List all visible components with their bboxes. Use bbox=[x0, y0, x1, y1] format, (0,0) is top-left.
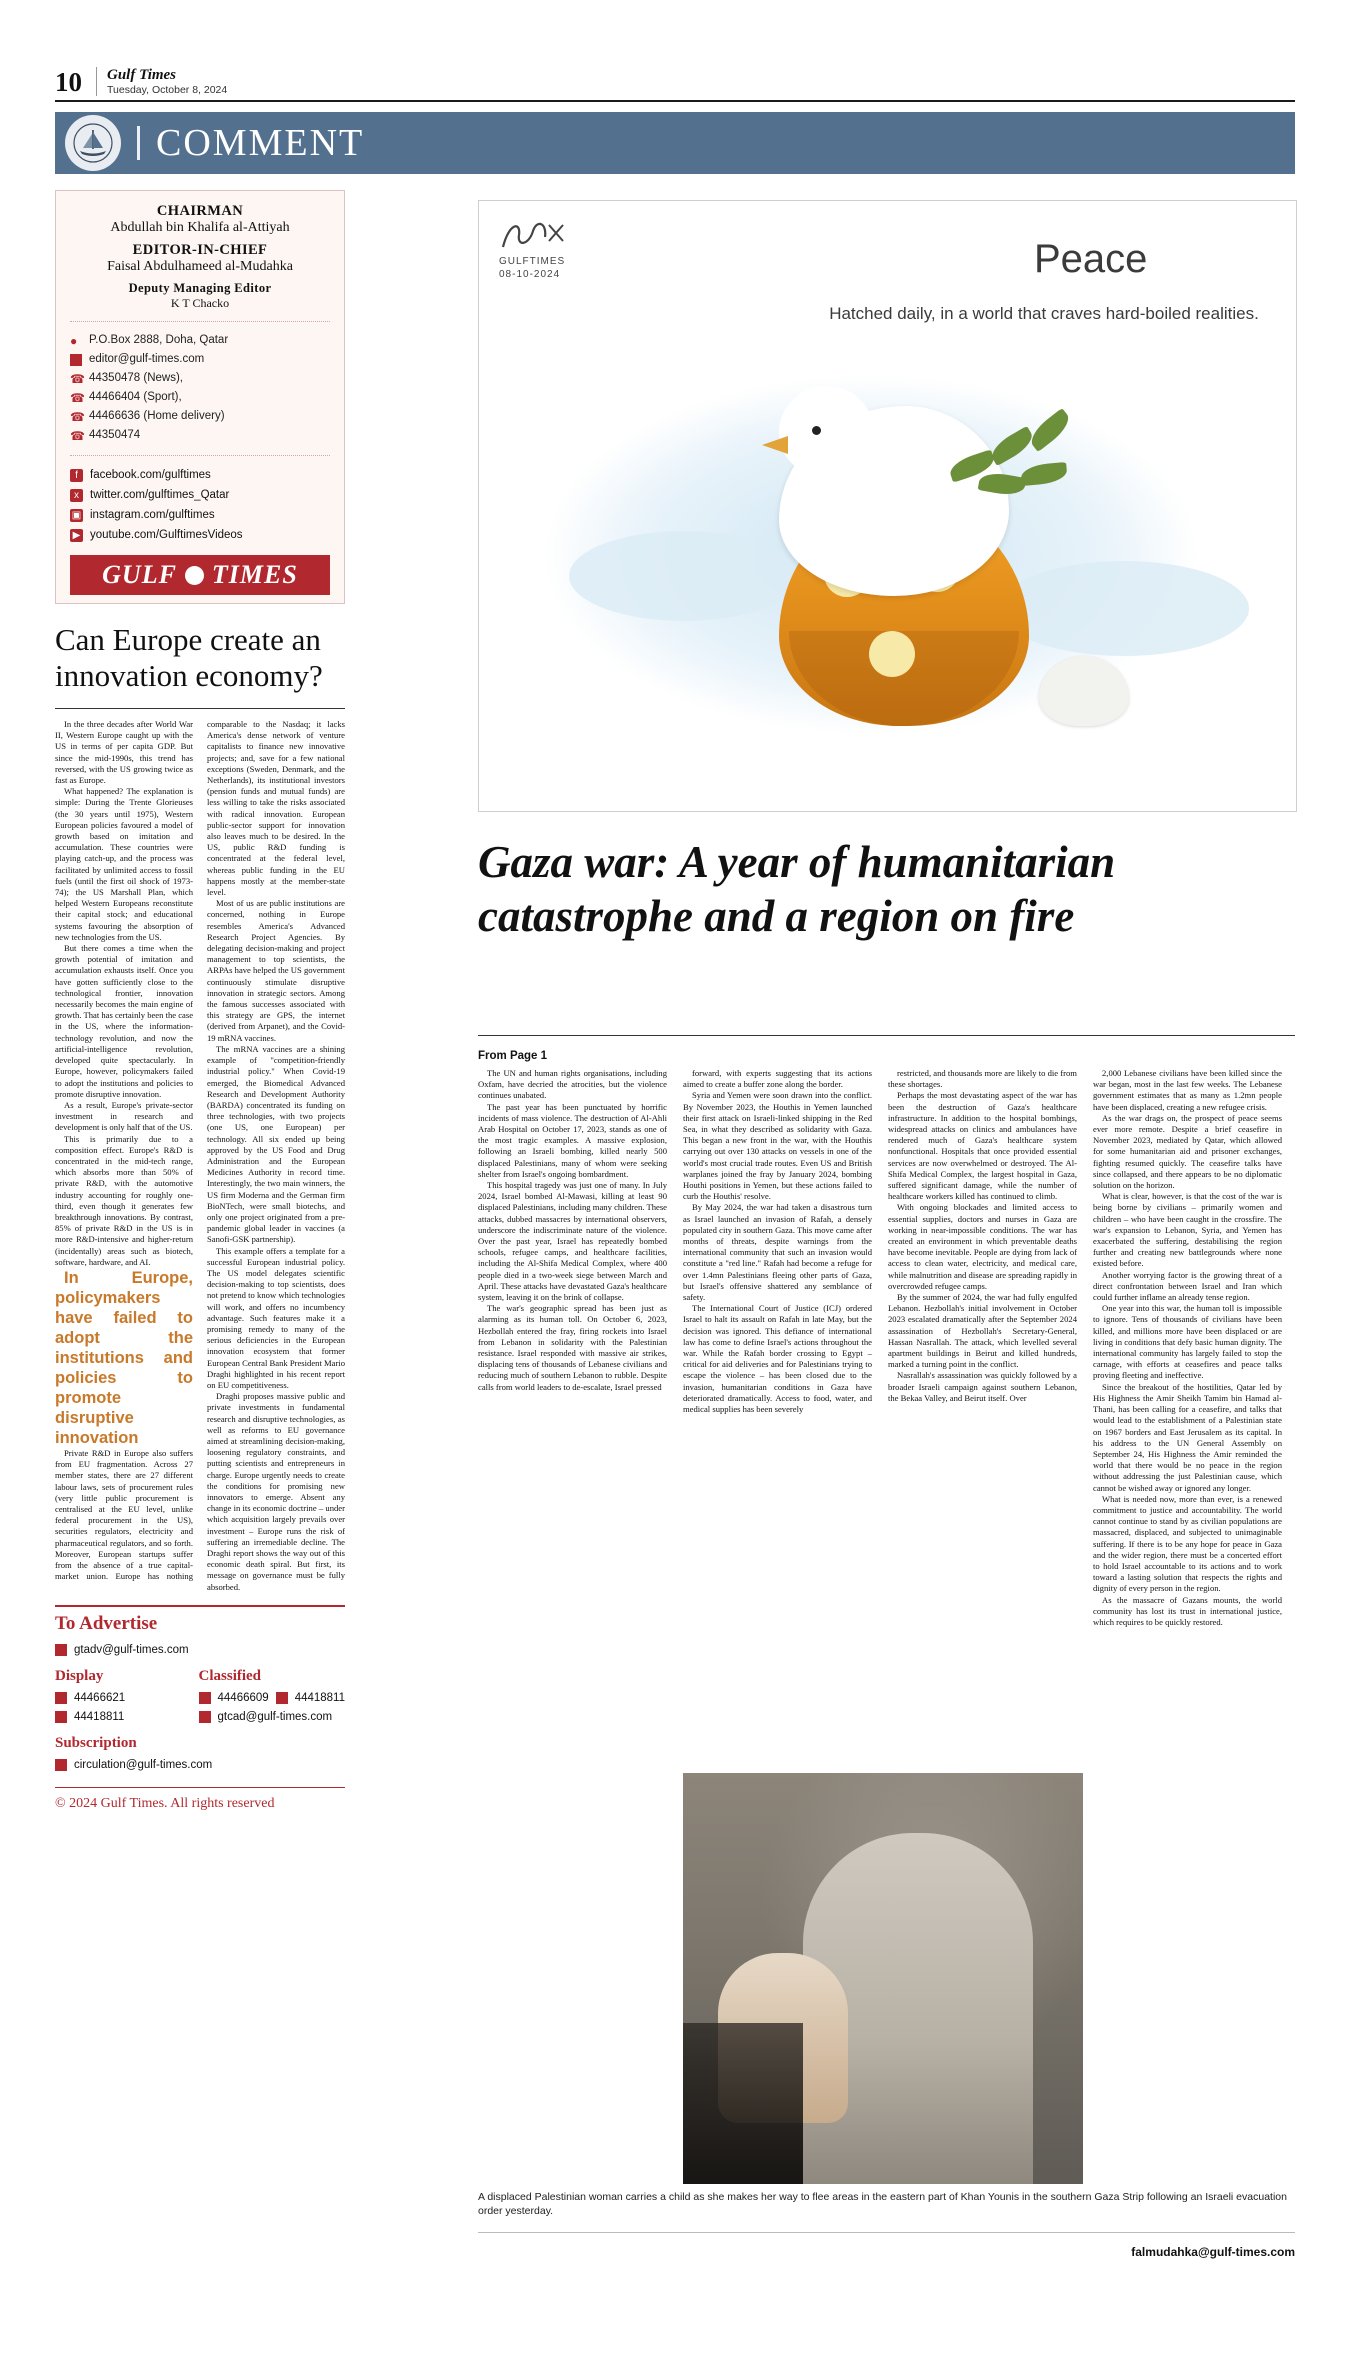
paragraph: This hospital tragedy was just one of many. In July 2024, Israel bombed Al-Mawasi, killing at least 90 displaced Palestinians, including many children. These attacks, dubbed massacres by international observers, underscore the indiscriminate nature of the violence. Over the past year, Israel has repeatedly bombed schools, refugee camps, and healthcare facilities, including the Al-Shifa Medical Complex, where 400 people died in a two-week siege between March and April. These attacks have devastated Gaza's healthcare system, leaving it on the brink of collapse. bbox=[478, 1180, 667, 1303]
social-item-instagram[interactable] bbox=[70, 505, 330, 525]
radiation-symbol-icon bbox=[869, 631, 915, 677]
contact-phone-other: 44350474 bbox=[89, 429, 141, 441]
paragraph: As the massacre of Gazans mounts, the world community has lost its trust in international justice, which requires to be quickly restored. bbox=[1093, 1594, 1282, 1627]
masthead-info-box bbox=[55, 190, 345, 604]
wordmark-times: TIMES bbox=[211, 560, 298, 589]
paragraph: The mRNA vaccines are a shining example of "competition-friendly industrial policy." When Covid-19 emerged, the Biomedical Advanced Research and Development Authority (BARDA) concentrated its funding on three technologies, with two projects (one US, one European) per technology. All six ended up being approved by the US Food and Drug Administration and the European Medicines Authority in record time. Interestingly, the two main winners, the US firm Moderna and the German firm BioNTech, were small biotechs, and only one project originated from a pre-pandemic global leader in vaccines (a Sanofi-GSK partnership). bbox=[207, 1043, 345, 1245]
display-phone-row bbox=[55, 1708, 185, 1727]
youtube-icon: ▶ bbox=[70, 529, 83, 542]
paragraph: This example offers a template for a successful European industrial policy. The US model delegates scientific decision-making to top scientists, does not pretend to know which technologies will work, and offers no incumbency advantage. Such features make it a promising remedy to many of the serious deficiencies in the European innovation ecosystem that former European Central Bank President Mario Draghi highlighted in his recent report on EU competitiveness. bbox=[207, 1245, 345, 1390]
paragraph: forward, with experts suggesting that its actions aimed to create a buffer zone along the border. bbox=[683, 1068, 872, 1090]
paragraph: Draghi proposes massive public and private investments in fundamental research and disruptive technologies, as well as reforms to EU governance aimed at streamlining decision-making, loosening regulatory constraints, and putting scientists and entrepreneurs in charge. Europe urgently needs to create the conditions for promising new innovators to emerge. Absent any change in its economic doctrine – under which acquisition largely prevails over investment – Europe runs the risk of suffering an irremediable decline. The Draghi report shows the way out of this economic death spiral. But first, its message on governance must be fully absorbed. bbox=[207, 1391, 345, 1592]
paragraph: By the summer of 2024, the war had fully engulfed Lebanon. Hezbollah's initial involvement in October 2023 escalated dramatically after the September 2024 assassination of Hezbollah's Secretary-General, Hassan Nasrallah. The attack, which levelled several apartment buildings in Beirut and killed hundreds, marked a turning point in the conflict. bbox=[888, 1292, 1077, 1370]
paragraph: restricted, and thousands more are likely to die from these shortages. bbox=[888, 1068, 1077, 1090]
chairman-name: Abdullah bin Khalifa al-Attiyah bbox=[110, 220, 290, 235]
social-divider bbox=[70, 455, 330, 457]
contact-item bbox=[70, 331, 330, 350]
photo-foreground-shadow bbox=[683, 2023, 803, 2184]
mail-icon bbox=[55, 1644, 67, 1656]
contact-phone-news: 44350478 (News), bbox=[89, 372, 183, 384]
paragraph: Nasrallah's assassination was quickly followed by a broader Israeli campaign against southern Lebanon, the Bekaa Valley, and Beirut itself. Over bbox=[888, 1370, 1077, 1403]
main-headline-rule bbox=[478, 1035, 1295, 1036]
issue-date: Tuesday, October 8, 2024 bbox=[107, 83, 228, 96]
chairman-block bbox=[70, 203, 330, 311]
dove-head bbox=[779, 386, 874, 478]
header-rule bbox=[55, 100, 1295, 102]
paragraph: Most of us are public institutions are concerned, nothing in Europe resembles America's Advanced Research Project Agencies. By delegating decision-making and project management to top scientists, the ARPAs have helped the US government continuously stimulate disruptive innovation in strategic sectors. Among the famous successes associated with this strategy are GPS, the internet (derived from Arpanet), and the Covid-19 mRNA vaccines. bbox=[207, 898, 345, 1043]
paragraph: The International Court of Justice (ICJ) ordered Israel to halt its assault on Rafah in late May, but the decision was ignored. This defiance of international law has come to define Israel's actions throughout the war. While the Rafah border crossing to Egypt – critical for aid deliveries and for Palestinians trying to escape the violence – has been closed due to the invasion, humanitarian conditions in Gaza have deteriorated dramatically. Access to food, water, and medical supplies has been severely bbox=[683, 1303, 872, 1415]
left-article-headline: Can Europe create an innovation economy? bbox=[55, 622, 323, 693]
editor-label: EDITOR-IN-CHIEF bbox=[132, 242, 268, 258]
subscription-email-row[interactable] bbox=[55, 1756, 345, 1775]
display-label: Display bbox=[55, 1667, 104, 1684]
advertise-title: To Advertise bbox=[55, 1612, 158, 1634]
main-headline: Gaza war: A year of humanitarian catastrophe and a region on fire bbox=[478, 837, 1116, 941]
gulf-times-wordmark bbox=[70, 555, 330, 595]
deputy-name: K T Chacko bbox=[170, 296, 230, 310]
left-column bbox=[55, 190, 345, 1812]
article-column-4 bbox=[1093, 1068, 1282, 1628]
contact-item bbox=[70, 426, 330, 445]
cartoon-caption: Hatched daily, in a world that craves hard-boiled realities. bbox=[829, 304, 1259, 323]
cloud-shape bbox=[569, 531, 799, 621]
display-phone-row bbox=[55, 1689, 185, 1708]
paragraph: Syria and Yemen were soon drawn into the conflict. By November 2023, the Houthis in Yemen launched their first attack on Israeli-linked shipping in the Red Sea, in what they described as solidarity with Gaza. This began a new front in the war, with the Houthis carrying out over 130 attacks on vessels in one of the world's most crucial trade routes. Even US and British warplanes joined the fray by January 2024, bombing Houthi positions in Yemen, but these actions failed to curb the Houthis' resolve. bbox=[683, 1090, 872, 1202]
twitter-x-icon: x bbox=[70, 489, 83, 502]
copyright-text: © 2024 Gulf Times. All rights reserved bbox=[55, 1787, 345, 1812]
phone-icon bbox=[55, 1711, 67, 1723]
social-label: instagram.com/gulftimes bbox=[90, 509, 215, 521]
paragraph: Another worrying factor is the growing threat of a direct confrontation between Israel and Iran which could further inflame an already tense region. bbox=[1093, 1269, 1282, 1303]
paragraph: Perhaps the most devastating aspect of the war has been the destruction of Gaza's healthcare infrastructure. In addition to the hospital bombings, widespread attacks on clinics and ambulances have rendered much of Gaza's healthcare system nonfunctional. Hospitals that once provided essential services are now overwhelmed or destroyed. The Al-Shifa Medical Complex, the largest hospital in Gaza, suffered significant damage, while the number of healthcare workers killed has continued to climb. bbox=[888, 1090, 1077, 1202]
contact-item bbox=[70, 369, 330, 388]
from-page-label: From Page 1 bbox=[478, 1050, 548, 1062]
contact-list bbox=[70, 331, 330, 445]
editorial-cartoon bbox=[478, 200, 1297, 812]
editor-name: Faisal Abdulhameed al-Mudahka bbox=[107, 259, 293, 274]
social-label: facebook.com/gulftimes bbox=[90, 469, 211, 481]
dove-eye bbox=[812, 426, 821, 435]
paragraph: As the war drags on, the prospect of peace seems ever more remote. Despite a brief ceasefire in November 2023, mediated by Qatar, which allowed for some humanitarian aid and prisoner exchanges, fighting resumed quickly. The ceasefire talks have since collapsed, and there appears to be no diplomatic solution on the horizon. bbox=[1093, 1112, 1282, 1191]
classified-email-row[interactable] bbox=[199, 1708, 345, 1727]
wordmark-gulf: GULF bbox=[102, 560, 177, 589]
section-title: COMMENT bbox=[156, 122, 365, 164]
advertise-email: gtadv@gulf-times.com bbox=[74, 1643, 189, 1656]
paragraph: By May 2024, the war had taken a disastrous turn as Israel launched an invasion of Rafah, a densely populated city in southern Gaza. This move came after months of threats, despite warnings from the international community that such an invasion would constitute a "red line." Rafah had become a refuge for over 1.4mn Palestinians fleeing other parts of Gaza, but Israel's offensive shattered any semblance of safety. bbox=[683, 1202, 872, 1303]
display-phone: 44466621 bbox=[74, 1691, 126, 1704]
classified-phone-row bbox=[199, 1689, 345, 1708]
classified-email: gtcad@gulf-times.com bbox=[217, 1710, 333, 1723]
left-article-body bbox=[55, 719, 345, 1593]
paragraph: Private R&D in Europe also suffers from EU fragmentation. Across 27 member states, there are 27 different labour laws, sets of procurement rules (very little public procurement is centralised at the EU level, unlike federal procurement in the US), securities regulators, electricity and pharmaceutical regulators, and so forth. Moreover, European startups suffer from the absence of a true capital-market union. Europe has nothing comparable to the Nasdaq; it lacks America's dense network of venture capitalists to finance new innovative projects; and, save for a few national exceptions (Sweden, Denmark, and the Netherlands), its institutional investors (pension funds and mutual funds) are less willing to take the risks associated with radical innovation. European public-sector support for innovation also leaves much to be desired. In the US, public R&D funding is concentrated at the federal level, whereas public funding in the EU happens mostly at the member-state level. bbox=[55, 719, 345, 1582]
phone-icon: ☎ bbox=[70, 409, 85, 424]
subscription-email: circulation@gulf-times.com bbox=[74, 1758, 213, 1771]
phone-icon bbox=[276, 1692, 288, 1704]
paragraph: With ongoing blockades and limited access to essential supplies, doctors and nurses in Gaza are working in near-impossible conditions. The war has created an environment in which preventable deaths have become inevitable. People are dying from lack of access to clean water, electricity, and medical care, while malnutrition and disease are spreading rapidly in overcrowded refugee camps. bbox=[888, 1202, 1077, 1291]
signature-date: 08-10-2024 bbox=[499, 269, 561, 280]
paragraph: The war's geographic spread has been just as alarming as its human toll. On October 6, 2023, Hezbollah entered the fray, firing rockets into Israel from Lebanon in solidarity with the Palestinian resistance. Israel responded with massive air strikes, displacing tens of thousands of Lebanese civilians and reducing much of southern Lebanon to rubble. Despite calls from world leaders to de-escalate, Israel pressed bbox=[478, 1303, 667, 1392]
cartoonist-signature bbox=[499, 217, 569, 281]
paragraph: In the three decades after World War II, Western Europe caught up with the US in terms of per capita GDP. But since the mid-1990s, this trend has reversed, with the US growing twice as fast as Europe. bbox=[55, 719, 193, 786]
caption-rule bbox=[478, 2232, 1295, 2233]
paragraph: What happened? The explanation is simple: During the Trente Glorieuses (the 30 years until 1975), Western European policies favoured a model of growth based on imitation and accumulation. These countries were playing catch-up, and the process was facilitated by unlimited access to fossil fuels (until the first oil shock of 1973-74); the US Marshall Plan, which helped Western Europeans reconstitute their capital stock; and educational systems favouring the absorption of new technologies from the US. bbox=[55, 786, 193, 942]
contact-item bbox=[70, 388, 330, 407]
phone-icon bbox=[55, 1692, 67, 1704]
contact-item[interactable] bbox=[70, 350, 330, 369]
article-columns bbox=[478, 1068, 1295, 1628]
info-divider bbox=[70, 321, 330, 323]
display-column bbox=[55, 1660, 185, 1727]
page-header bbox=[55, 62, 1295, 96]
article-column-3 bbox=[888, 1068, 1077, 1628]
author-email-byline: falmudahka@gulf-times.com bbox=[1131, 2245, 1295, 2259]
cartoon-title: Peace bbox=[1034, 237, 1148, 281]
advertise-email-row[interactable] bbox=[55, 1641, 345, 1660]
advertise-columns bbox=[55, 1660, 345, 1727]
classified-phone: 44466609 bbox=[217, 1691, 269, 1704]
social-label: twitter.com/gulftimes_Qatar bbox=[90, 489, 230, 501]
mail-icon bbox=[55, 1759, 67, 1771]
paragraph: What is needed now, more than ever, is a renewed commitment to justice and accountability. The world cannot continue to stand by as civilian populations are massacred, displaced, and subjected to unimaginable suffering. If there is to be any hope for peace in Gaza and the wider region, there must be a concerted effort to hold Israel accountable to its actions and to work toward a lasting solution that respects the rights and dignity of every person in the region. bbox=[1093, 1493, 1282, 1594]
article-column-2 bbox=[683, 1068, 872, 1628]
chairman-label: CHAIRMAN bbox=[156, 203, 244, 219]
facebook-icon: f bbox=[70, 469, 83, 482]
paragraph: This is primarily due to a composition effect. Europe's R&D is concentrated in the mid-tech range, which absorbs more than 50% of private R&D, with the automotive industry accounting for roughly one-third, even though it generates few breakthrough innovations. By contrast, 85% of private R&D in the US is in more R&D-intensive and higher-return (incidentally) areas such as biotech, software, hardware, and AI. bbox=[55, 1133, 193, 1267]
phone-icon: ☎ bbox=[70, 371, 85, 386]
contact-address: P.O.Box 2888, Doha, Qatar bbox=[89, 334, 229, 346]
instagram-icon: ▣ bbox=[71, 509, 82, 521]
main-article bbox=[478, 1050, 1295, 1628]
social-list bbox=[70, 465, 330, 545]
photo-caption: A displaced Palestinian woman carries a child as she makes her way to flee areas in the eastern part of Khan Younis in the southern Gaza Strip following an Israeli evacuation order yesterday. bbox=[478, 2191, 1287, 2217]
social-item-facebook[interactable] bbox=[70, 465, 330, 485]
paragraph: The UN and human rights organisations, including Oxfam, have decried the atrocities, but the violence continues unabated. bbox=[478, 1068, 667, 1101]
banner-divider bbox=[137, 126, 140, 160]
contact-email: editor@gulf-times.com bbox=[89, 353, 205, 365]
cloud-shape bbox=[999, 561, 1249, 656]
page-number: 10 bbox=[55, 67, 82, 97]
wordmark-dot-icon bbox=[185, 566, 204, 585]
gulf-times-logo-icon bbox=[65, 115, 121, 171]
paragraph: Since the breakout of the hostilities, Qatar led by His Highness the Amir Sheikh Tamim bin Hamad al-Thani, has been calling for a ceasefire, and talks that would lead to the establishment of a Palestinian state on 1967 borders and East Jerusalem as its capital. In his address to the UN General Assembly on September 24, His Highness the Amir reminded the world that there would be no peace in the region without addressing the just Palestinian cause, which cannot be wished away or ignored any longer. bbox=[1093, 1381, 1282, 1493]
social-item-youtube[interactable] bbox=[70, 525, 330, 545]
header-masthead bbox=[96, 67, 227, 96]
social-item-twitter[interactable] bbox=[70, 485, 330, 505]
display-phone: 44418811 bbox=[74, 1710, 125, 1723]
paragraph: What is clear, however, is that the cost of the war is being borne by civilians – primarily women and children – who have been caught in the crossfire. The war's expansion to Lebanon, Syria, and Yemen has exacerbated the suffering, destabilising the region further and creating new battlegrounds where none existed before. bbox=[1093, 1191, 1282, 1269]
phone-icon: ☎ bbox=[70, 390, 85, 405]
classified-phone: 44418811 bbox=[294, 1691, 345, 1704]
signature-text: GULFTIMES bbox=[499, 256, 566, 267]
deputy-label: Deputy Managing Editor bbox=[128, 281, 272, 295]
classified-column bbox=[199, 1660, 345, 1727]
section-banner bbox=[55, 112, 1295, 174]
paragraph: One year into this war, the human toll is impossible to ignore. Tens of thousands of civilians have been killed, and millions more have been displaced or are living in conditions that defy basic human dignity. The international community has largely failed to stop the carnage, with efforts at ceasefires and peace talks proving fleeting and ineffective. bbox=[1093, 1303, 1282, 1381]
article-photo bbox=[683, 1773, 1083, 2184]
paragraph: The past year has been punctuated by horrific incidents of mass violence. The destruction of Al-Ahli Arab Hospital on October 17, 2023, stands as one of the most tragic examples. A massive explosion, following an Israeli bombing, killed nearly 500 displaced Palestinians, many of whom were seeking shelter from Israel's ongoing bombardment. bbox=[478, 1101, 667, 1179]
paragraph: 2,000 Lebanese civilians have been killed since the war began, most in the last few weeks. The Lebanese government estimates that as many as 1.2mn people have been displaced, creating a new refugee crisis. bbox=[1093, 1068, 1282, 1112]
phone-icon bbox=[199, 1692, 211, 1704]
contact-phone-home: 44466636 (Home delivery) bbox=[89, 410, 225, 422]
phone-icon: ☎ bbox=[70, 428, 85, 443]
dove-beak-icon bbox=[762, 436, 788, 454]
article-column-1 bbox=[478, 1068, 667, 1628]
contact-phone-sport: 44466404 (Sport), bbox=[89, 391, 182, 403]
advertise-box bbox=[55, 1605, 345, 1812]
paragraph: But there comes a time when the growth potential of imitation and accumulation exhausts itself. Once you have gotten sufficiently close to the technological frontier, innovation necessarily becomes the main engine of growth. That has certainly been the case in the US, where the information-technology revolution, and now the artificial-intelligence revolution, developed quite spectacularly. In Europe, however, policymakers failed to adopt the institutions and policies to promote disruptive innovation. bbox=[55, 943, 194, 1099]
paragraph: As a result, Europe's private-sector investment in research and development is only half that of the US. bbox=[55, 1099, 193, 1133]
masthead-title: Gulf Times bbox=[107, 66, 177, 83]
social-label: youtube.com/GulftimesVideos bbox=[90, 529, 243, 541]
subscription-label: Subscription bbox=[55, 1734, 137, 1751]
olive-branch-icon bbox=[949, 416, 1099, 506]
left-headline-rule bbox=[55, 708, 345, 709]
mail-icon bbox=[70, 354, 82, 366]
location-icon: ● bbox=[70, 333, 78, 348]
mail-icon bbox=[199, 1711, 211, 1723]
pullquote: In Europe, policymakers have failed to adopt the institutions and policies to promote disruptive innovation bbox=[55, 1268, 193, 1447]
contact-item bbox=[70, 407, 330, 426]
classified-label: Classified bbox=[198, 1667, 262, 1684]
